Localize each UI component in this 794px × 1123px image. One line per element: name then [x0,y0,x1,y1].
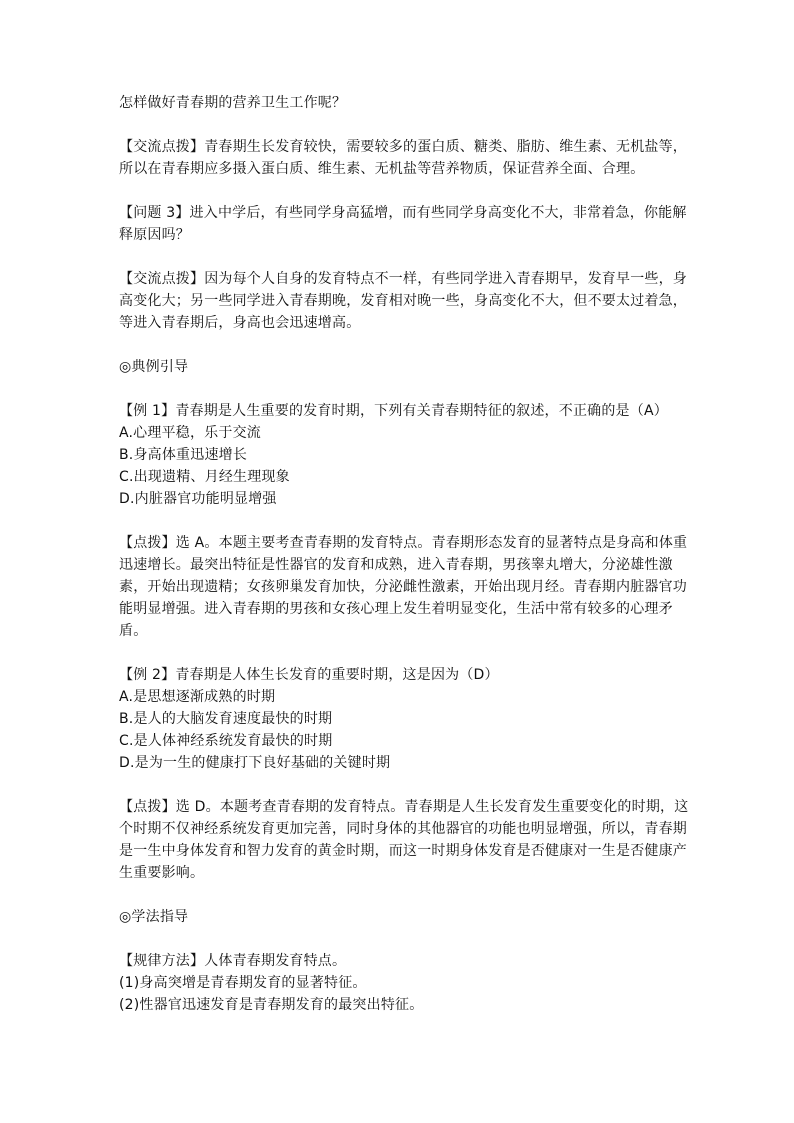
method-item-1: (1)身高突增是青春期发育的显著特征。 [119,975,367,991]
document-page [119,92,689,1016]
section-typical-examples: ◎典例引导 [119,359,189,375]
example-1-option-d: D.内脏器官功能明显增强 [119,491,277,507]
example-2-stem: 【例 2】青春期是人体生长发育的重要时期，这是因为（D） [119,667,499,683]
example-2-option-b: B.是人的大脑发育速度最快的时期 [119,711,333,727]
question-intro: 怎样做好青春期的营养卫生工作呢？ [119,95,347,111]
example-2-option-c: C.是人体神经系统发育最快的时期 [119,733,333,749]
example-1-option-a: A.心理平稳，乐于交流 [119,425,261,441]
method-item-2: (2)性器官迅速发育是青春期发育的最突出特征。 [119,997,424,1013]
example-2-option-a: A.是思想逐渐成熟的时期 [119,689,276,705]
question-3: 【问题 3】进入中学后，有些同学身高猛增，而有些同学身高变化不大，非常着急，你能解释原因吗？ [119,205,687,243]
exchange-tip-1: 【交流点拨】青春期生长发育较快，需要较多的蛋白质、糖类、脂肪、维生素、无机盐等，所以在青春期应多摄入蛋白质、维生素、无机盐等营养物质，保证营养全面、合理。 [119,139,687,177]
example-1-option-b: B.身高体重迅速增长 [119,447,248,463]
exchange-tip-2: 【交流点拨】因为每个人自身的发育特点不一样，有些同学进入青春期早，发育早一些，身高变化大；另一些同学进入青春期晚，发育相对晚一些，身高变化不大，但不要太过着急，等进入青春期后，身高也会迅速增高。 [119,271,687,331]
method-head: 【规律方法】人体青春期发育特点。 [119,953,347,969]
example-2-option-d: D.是为一生的健康打下良好基础的关键时期 [119,755,391,771]
example-2 [119,664,689,774]
example-1-tip: 【点拨】选 A。本题主要考查青春期的发育特点。青春期形态发育的显著特点是身高和体重迅速增长。最突出特征是性器官的发育和成熟，进入青春期，男孩睾丸增大，分泌雄性激素，开始出现遗精；女孩卵巢发育加快，分泌雌性激素，开始出现月经。青春期内脏器官功能明显增强。进入青春期的男孩和女孩心理上发生着明显变化，生活中常有较多的心理矛盾。 [119,535,688,639]
example-1 [119,400,689,510]
method-block [119,950,689,1016]
example-1-option-c: C.出现遗精、月经生理现象 [119,469,290,485]
example-1-stem: 【例 1】青春期是人生重要的发育时期，下列有关青春期特征的叙述，不正确的是（A） [119,403,668,419]
section-study-guide: ◎学法指导 [119,909,189,925]
example-2-tip: 【点拨】选 D。本题考查青春期的发育特点。青春期是人生长发育发生重要变化的时期，这个时期不仅神经系统发育更加完善，同时身体的其他器官的功能也明显增强，所以，青春期是一生中身体发育和智力发育的黄金时期，而这一时期身体发育是否健康对一生是否健康产生重要影响。 [119,799,689,881]
